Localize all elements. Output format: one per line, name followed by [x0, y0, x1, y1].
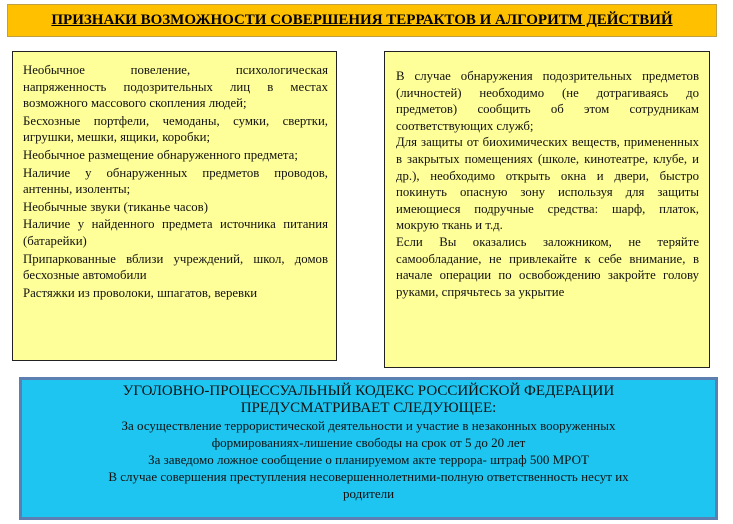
action-item: В случае обнаружения подозрительных предметов (личностей) необходимо (не дотрагиваясь до предметов) сообщить об этом сотрудникам соответствующих служб; — [396, 69, 699, 133]
sign-item: Припаркованные вблизи учреждений, школ, домов бесхозные автомобили — [23, 251, 328, 283]
page-title: ПРИЗНАКИ ВОЗМОЖНОСТИ СОВЕРШЕНИЯ ТЕРРАКТОВ И АЛГОРИТМ ДЕЙСТВИЙ — [51, 12, 673, 28]
sign-item: Наличие у обнаруженных предметов проводов, антенны, изоленты; — [23, 165, 328, 197]
law-line: За осуществление террористической деятельности и участие в незаконных вооруженных — [121, 418, 616, 433]
law-line: В случае совершения преступления несовершеннолетними-полную ответственность несут их — [108, 469, 629, 484]
sign-item: Необычное повеление, психологическая напряженность подозрительных лиц в местах возможного массового скопления людей; — [23, 63, 328, 111]
signs-panel — [12, 51, 337, 361]
action-item: Если Вы оказались заложником, не теряйте самообладание, не привлекайте к себе внимание, в начале операции по освобождению закройте голову руками, спрячьтесь за укрытие — [396, 234, 699, 299]
law-panel — [19, 377, 718, 520]
sign-item: Растяжки из проволоки, шпагатов, веревки — [23, 285, 258, 300]
law-subheading: ПРЕДУСМАТРИВАЕТ СЛЕДУЮЩЕЕ: — [240, 400, 497, 416]
law-line: формированиях-лишение свободы на срок от 5 до 20 лет — [211, 435, 526, 450]
law-line: родители — [342, 486, 395, 501]
sign-item: Бесхозные портфели, чемоданы, сумки, свертки, игрушки, мешки, ящики, коробки; — [23, 113, 328, 145]
actions-panel — [384, 51, 710, 368]
sign-item: Наличие у найденного предмета источника питания (батарейки) — [23, 217, 328, 248]
title-banner — [7, 4, 717, 37]
law-line: За заведомо ложное сообщение о планируемом акте террора- штраф 500 МРОТ — [148, 452, 589, 467]
law-heading: УГОЛОВНО-ПРОЦЕССУАЛЬНЫЙ КОДЕКС РОССИЙСКОЙ ФЕДЕРАЦИИ — [122, 383, 615, 399]
sign-item: Необычное размещение обнаруженного предмета; — [23, 147, 298, 162]
sign-item: Необычные звуки (тиканье часов) — [23, 199, 208, 214]
action-item: Для защиты от биохимических веществ, примененных в закрытых помещениях (школе, кинотеатре, клубе, и др.), необходимо открыть окна и двери, быстро покинуть опасную зону используя для защиты имеющиеся подручные средства: шарф, платок, мокрую ткань и т.д. — [396, 135, 699, 233]
